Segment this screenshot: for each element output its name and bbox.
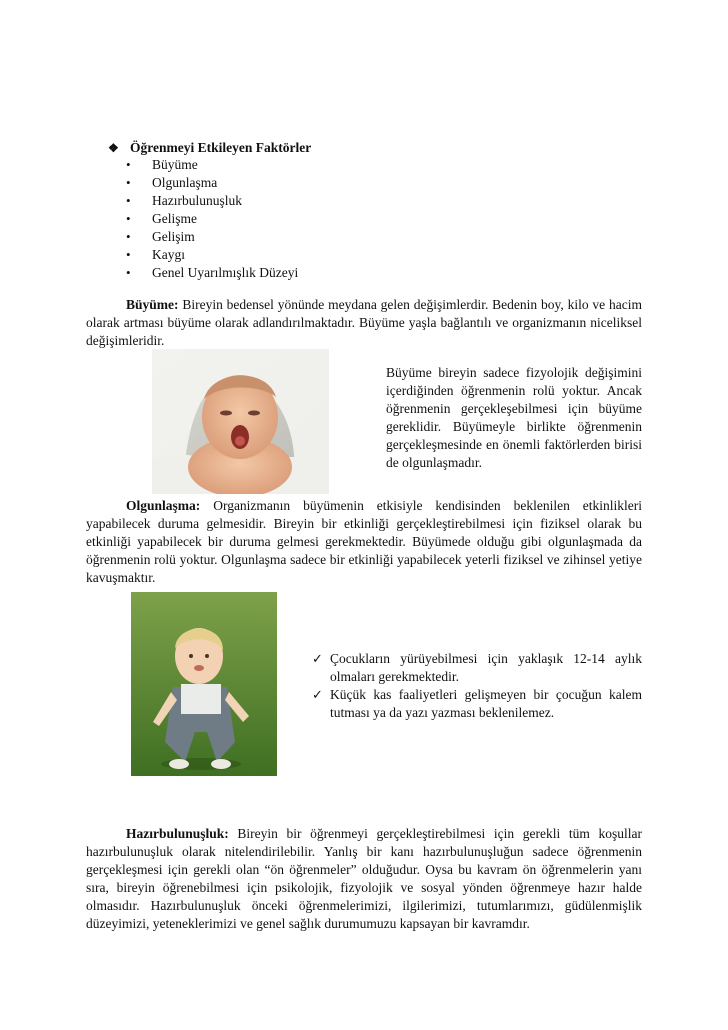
list-item: • Kaygı xyxy=(126,247,185,262)
bullet-icon: • xyxy=(126,175,131,190)
list-item: • Hazırbulunuşluk xyxy=(126,193,242,208)
list-item: ✓ Çocukların yürüyebilmesi için yaklaşık 12-14 aylık olmaları gerekmektedir. xyxy=(312,651,642,684)
check-icon: ✓ xyxy=(312,651,323,666)
bullet-icon: • xyxy=(126,211,131,226)
list-item: • Genel Uyarılmışlık Düzeyi xyxy=(126,265,299,280)
section-heading-text: Öğrenmeyi Etkileyen Faktörler xyxy=(130,140,312,155)
bullet-icon: • xyxy=(126,193,131,208)
bullet-icon: • xyxy=(126,247,131,262)
factor-list xyxy=(126,156,298,282)
olgunlasma-text: Organizmanın büyümenin etkisiyle kendisinden beklenilen etkinlikleri yapabilecek duruma gelmesidir. Bireyin bir etkinliği gerçekleştirebilmesi için fiziksel olarak bu etkinliği yapabilecek bir duruma gelmesi gerekmektedir. Büyümede olduğu gibi olgunlaşmada da öğrenmenin rolü yoktur. Olgunlaşma sadece bir etkinliği yapabilecek yeterli fiziksel ve zihinsel yetiye kavuşmaktır. xyxy=(86,498,642,585)
list-item: • Gelişme xyxy=(126,211,197,226)
hazirbulunusluk-paragraph xyxy=(86,825,642,933)
hazirbulunusluk-text: Bireyin bir öğrenmeyi gerçekleştirebilmesi için gerekli tüm koşullar hazırbulunuşluk olarak nitelendirilebilir. Yanlış bir kanı hazırbulunuşluğun sadece öğrenmenin gerçekleşmesi için gerekli olan “ön öğrenmeler” olduğudur. Oysa bu kavram ön öğrenmelerin yanı sıra, bireyin öğrenebilmesi için psikolojik, fizyolojik ve sosyal yönden öğrenmeye hazır halde olmasıdır. Hazırbulunuşluk önceki öğrenmelerimizi, ilgilerimizi, tutumlarımızı, güdülenmişlik düzeyimizi, yeteneklerimizi ve genel sağlık durumumuzu kapsayan bir kavramdır. xyxy=(86,826,642,931)
check-icon: ✓ xyxy=(312,687,323,702)
bullet-icon: • xyxy=(126,265,131,280)
list-item: • Büyüme xyxy=(126,157,198,172)
buyume-term: Büyüme: xyxy=(126,297,179,312)
check-list xyxy=(312,650,642,722)
list-item: • Olgunlaşma xyxy=(126,175,218,190)
buyume-text: Bireyin bedensel yönünde meydana gelen değişimlerdir. Bedenin boy, kilo ve hacim olarak artması büyüme olarak adlandırılmaktadır. Büyüme yaşla bağlantılı ve organizmanın niceliksel değişimleridir. xyxy=(86,297,642,348)
toddler-photo xyxy=(131,592,277,776)
olgunlasma-term: Olgunlaşma: xyxy=(126,498,201,513)
list-item: • Gelişim xyxy=(126,229,195,244)
section-heading xyxy=(108,140,311,156)
bullet-icon: • xyxy=(126,229,131,244)
baby-photo xyxy=(152,349,329,494)
buyume-side-text: Büyüme bireyin sadece fizyolojik değişimini içerdiğinden öğrenmenin rolü yoktur. Ancak öğrenmenin gerçekleşebilmesi için büyüme gereklidir. Büyümeyle birlikte öğrenmenin gerçekleşmesinde en önemli faktörlerden birisi de olgunlaşmadır. xyxy=(386,365,642,470)
bullet-icon: • xyxy=(126,157,131,172)
buyume-paragraph xyxy=(86,296,642,350)
diamond-icon: ❖ xyxy=(108,140,119,155)
hazirbulunusluk-term: Hazırbulunuşluk: xyxy=(126,826,229,841)
list-item: ✓ Küçük kas faaliyetleri gelişmeyen bir çocuğun kalem tutması ya da yazı yazması beklenilemez. xyxy=(312,687,642,720)
olgunlasma-paragraph xyxy=(86,497,642,587)
